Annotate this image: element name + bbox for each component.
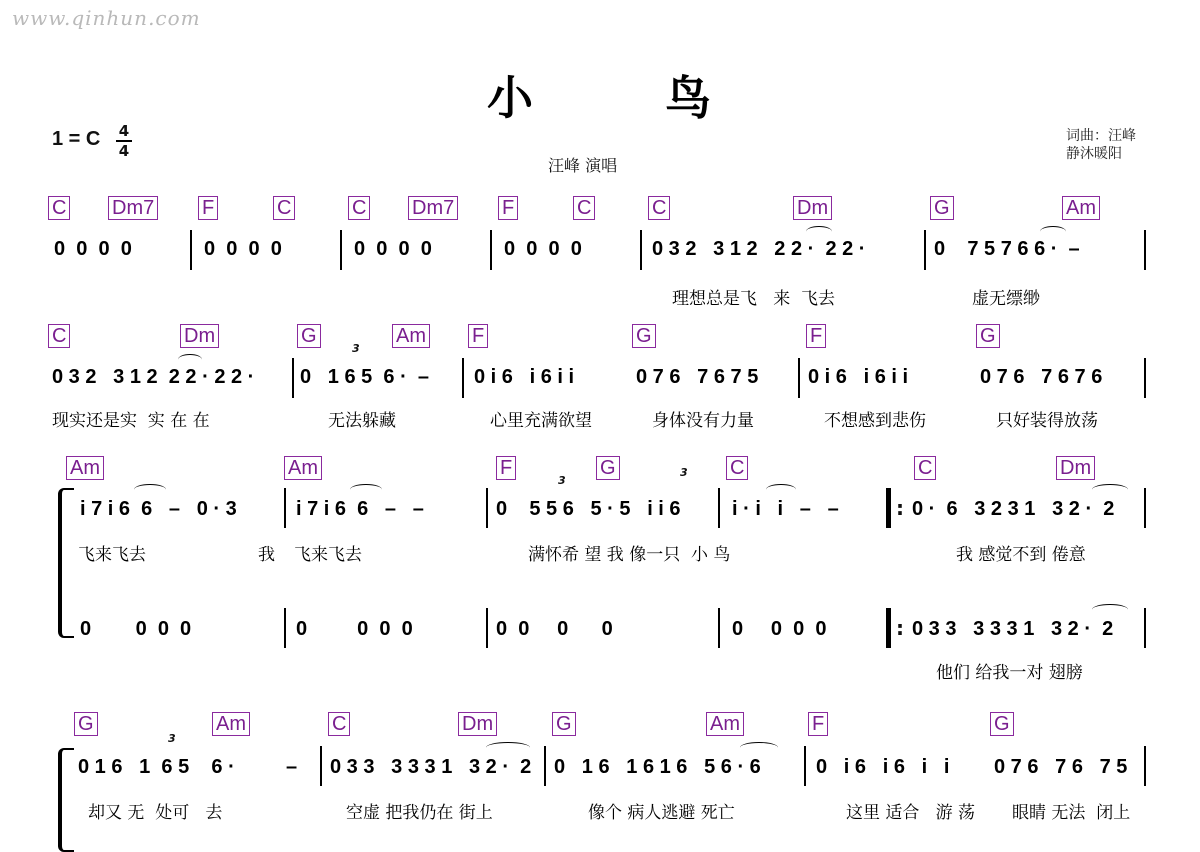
chord-label: Dm <box>793 196 832 220</box>
chord-label: C <box>328 712 350 736</box>
chord-label: Dm7 <box>408 196 458 220</box>
lyric-line: 他们 给我一对 翅膀 <box>936 663 1083 683</box>
chord-label: F <box>496 456 516 480</box>
lyric-line: 只好装得放荡 <box>996 411 1098 431</box>
measure-notes: 0 7 6 7 6 7 5 <box>636 366 759 388</box>
chord-label: C <box>726 456 748 480</box>
chord-label: Am <box>212 712 250 736</box>
chord-label: C <box>348 196 370 220</box>
measure-notes: 0 1 6 1 6 1 6 5 6 · 6 <box>554 756 761 778</box>
singer-credit: 汪峰 演唱 <box>548 156 618 175</box>
chord-label: G <box>552 712 576 736</box>
chord-label: Am <box>284 456 322 480</box>
measure-notes: 0 0 0 0 <box>54 238 132 260</box>
title-char-1: 小 <box>487 71 535 125</box>
chord-label: G <box>976 324 1000 348</box>
lyric-line: 空虚 把我仍在 街上 <box>346 803 493 823</box>
time-signature <box>116 124 132 158</box>
chord-label: F <box>808 712 828 736</box>
lyric-line: 无法躲藏 <box>328 411 396 431</box>
lyric-line: 我 <box>258 545 275 565</box>
key-signature: 1 = C <box>52 128 101 150</box>
measure-notes: 0 7 5 7 6 6 · – <box>934 238 1080 260</box>
measure-notes: i 7 i 6 6 – 0 · 3 <box>80 498 237 520</box>
measure-notes: 0 3 2 3 1 2 2 2 · 2 2 · <box>652 238 866 260</box>
composer-credits <box>1066 127 1136 163</box>
credit-line-2: 静沐暖阳 <box>1066 146 1122 162</box>
chord-label: Am <box>66 456 104 480</box>
lyric-line: 虚无缥缈 <box>972 289 1040 309</box>
triplet-mark: 3 <box>352 342 360 355</box>
measure-notes: 0 i 6 i 6 i i <box>474 366 575 388</box>
time-top: 4 <box>118 122 130 140</box>
lyric-line: 像个 病人逃避 死亡 <box>588 803 735 823</box>
credit-line-1: 词曲：汪峰 <box>1066 128 1136 144</box>
chord-label: Am <box>706 712 744 736</box>
chord-label: F <box>468 324 488 348</box>
watermark: www.qinhun.com <box>12 6 201 30</box>
song-title <box>0 62 1200 128</box>
chord-label: C <box>648 196 670 220</box>
lyric-line: 不想感到悲伤 <box>824 411 926 431</box>
lyric-line: 现实还是实 实 在 在 <box>52 411 210 431</box>
lyric-line: 身体没有力量 <box>652 411 754 431</box>
chord-label: C <box>573 196 595 220</box>
chord-label: Dm <box>458 712 497 736</box>
lyric-line: 满怀希 望 我 像一只 小 鸟 <box>528 545 731 565</box>
measure-notes: i · i i – – <box>732 498 839 520</box>
triplet-mark: 3 <box>168 732 176 745</box>
chord-label: Am <box>392 324 430 348</box>
lyric-line: 飞来飞去 <box>78 545 146 565</box>
triplet-mark: 3 <box>558 474 566 487</box>
measure-notes: 0 1 6 5 6 · – <box>300 366 429 388</box>
lyric-line: 飞来飞去 <box>294 545 362 565</box>
chord-label: C <box>48 196 70 220</box>
measure-notes: 0 0 0 0 <box>296 618 413 640</box>
measure-notes: 0 7 6 7 6 7 5 <box>994 756 1128 778</box>
chord-label: Am <box>1062 196 1100 220</box>
chord-label: G <box>990 712 1014 736</box>
measure-notes: 0 i 6 i 6 i i <box>808 366 909 388</box>
lyric-line: 我 感觉不到 倦意 <box>956 545 1086 565</box>
measure-notes: 0 0 0 0 <box>204 238 282 260</box>
measure-notes: 0 1 6 1 6 5 6 · <box>78 756 235 778</box>
measure-notes: 0 · 6 3 2 3 1 3 2 · 2 <box>912 498 1115 520</box>
chord-label: C <box>273 196 295 220</box>
chord-label: Dm7 <box>108 196 158 220</box>
chord-label: G <box>74 712 98 736</box>
chord-label: F <box>806 324 826 348</box>
chord-label: C <box>914 456 936 480</box>
chord-label: G <box>632 324 656 348</box>
triplet-mark: 3 <box>680 466 688 479</box>
measure-notes: 0 0 0 0 <box>504 238 582 260</box>
chord-label: Dm <box>180 324 219 348</box>
chord-label: Dm <box>1056 456 1095 480</box>
lyric-line: 理想总是飞 来 飞去 <box>672 289 836 309</box>
lyric-line: 这里 适合 游 荡 <box>846 803 976 823</box>
measure-notes: 0 0 0 0 <box>496 618 613 640</box>
measure-notes: 0 7 6 7 6 7 6 <box>980 366 1103 388</box>
chord-label: F <box>198 196 218 220</box>
chord-label: C <box>48 324 70 348</box>
measure-notes: 0 0 0 0 <box>80 618 192 640</box>
measure-notes: 0 0 0 0 <box>354 238 432 260</box>
measure-notes: i 7 i 6 6 – – <box>296 498 424 520</box>
measure-notes: 0 0 0 0 <box>732 618 827 640</box>
measure-notes: 0 3 3 3 3 3 1 3 2 · 2 <box>912 618 1114 640</box>
measure-notes: – <box>286 756 298 778</box>
measure-notes: 0 5 5 6 5 · 5 i i 6 <box>496 498 681 520</box>
lyric-line: 却又 无 处可 去 <box>88 803 223 823</box>
chord-label: G <box>930 196 954 220</box>
lyric-line: 眼睛 无法 闭上 <box>1012 803 1131 823</box>
measure-notes: 0 3 2 3 1 2 2 2 · 2 2 · <box>52 366 255 388</box>
chord-label: G <box>596 456 620 480</box>
chord-label: F <box>498 196 518 220</box>
measure-notes: 0 i 6 i 6 i i <box>816 756 950 778</box>
measure-notes: 0 3 3 3 3 3 1 3 2 · 2 <box>330 756 532 778</box>
chord-label: G <box>297 324 321 348</box>
lyric-line: 心里充满欲望 <box>490 411 592 431</box>
time-bottom: 4 <box>118 142 130 160</box>
title-char-2: 鸟 <box>665 71 713 125</box>
